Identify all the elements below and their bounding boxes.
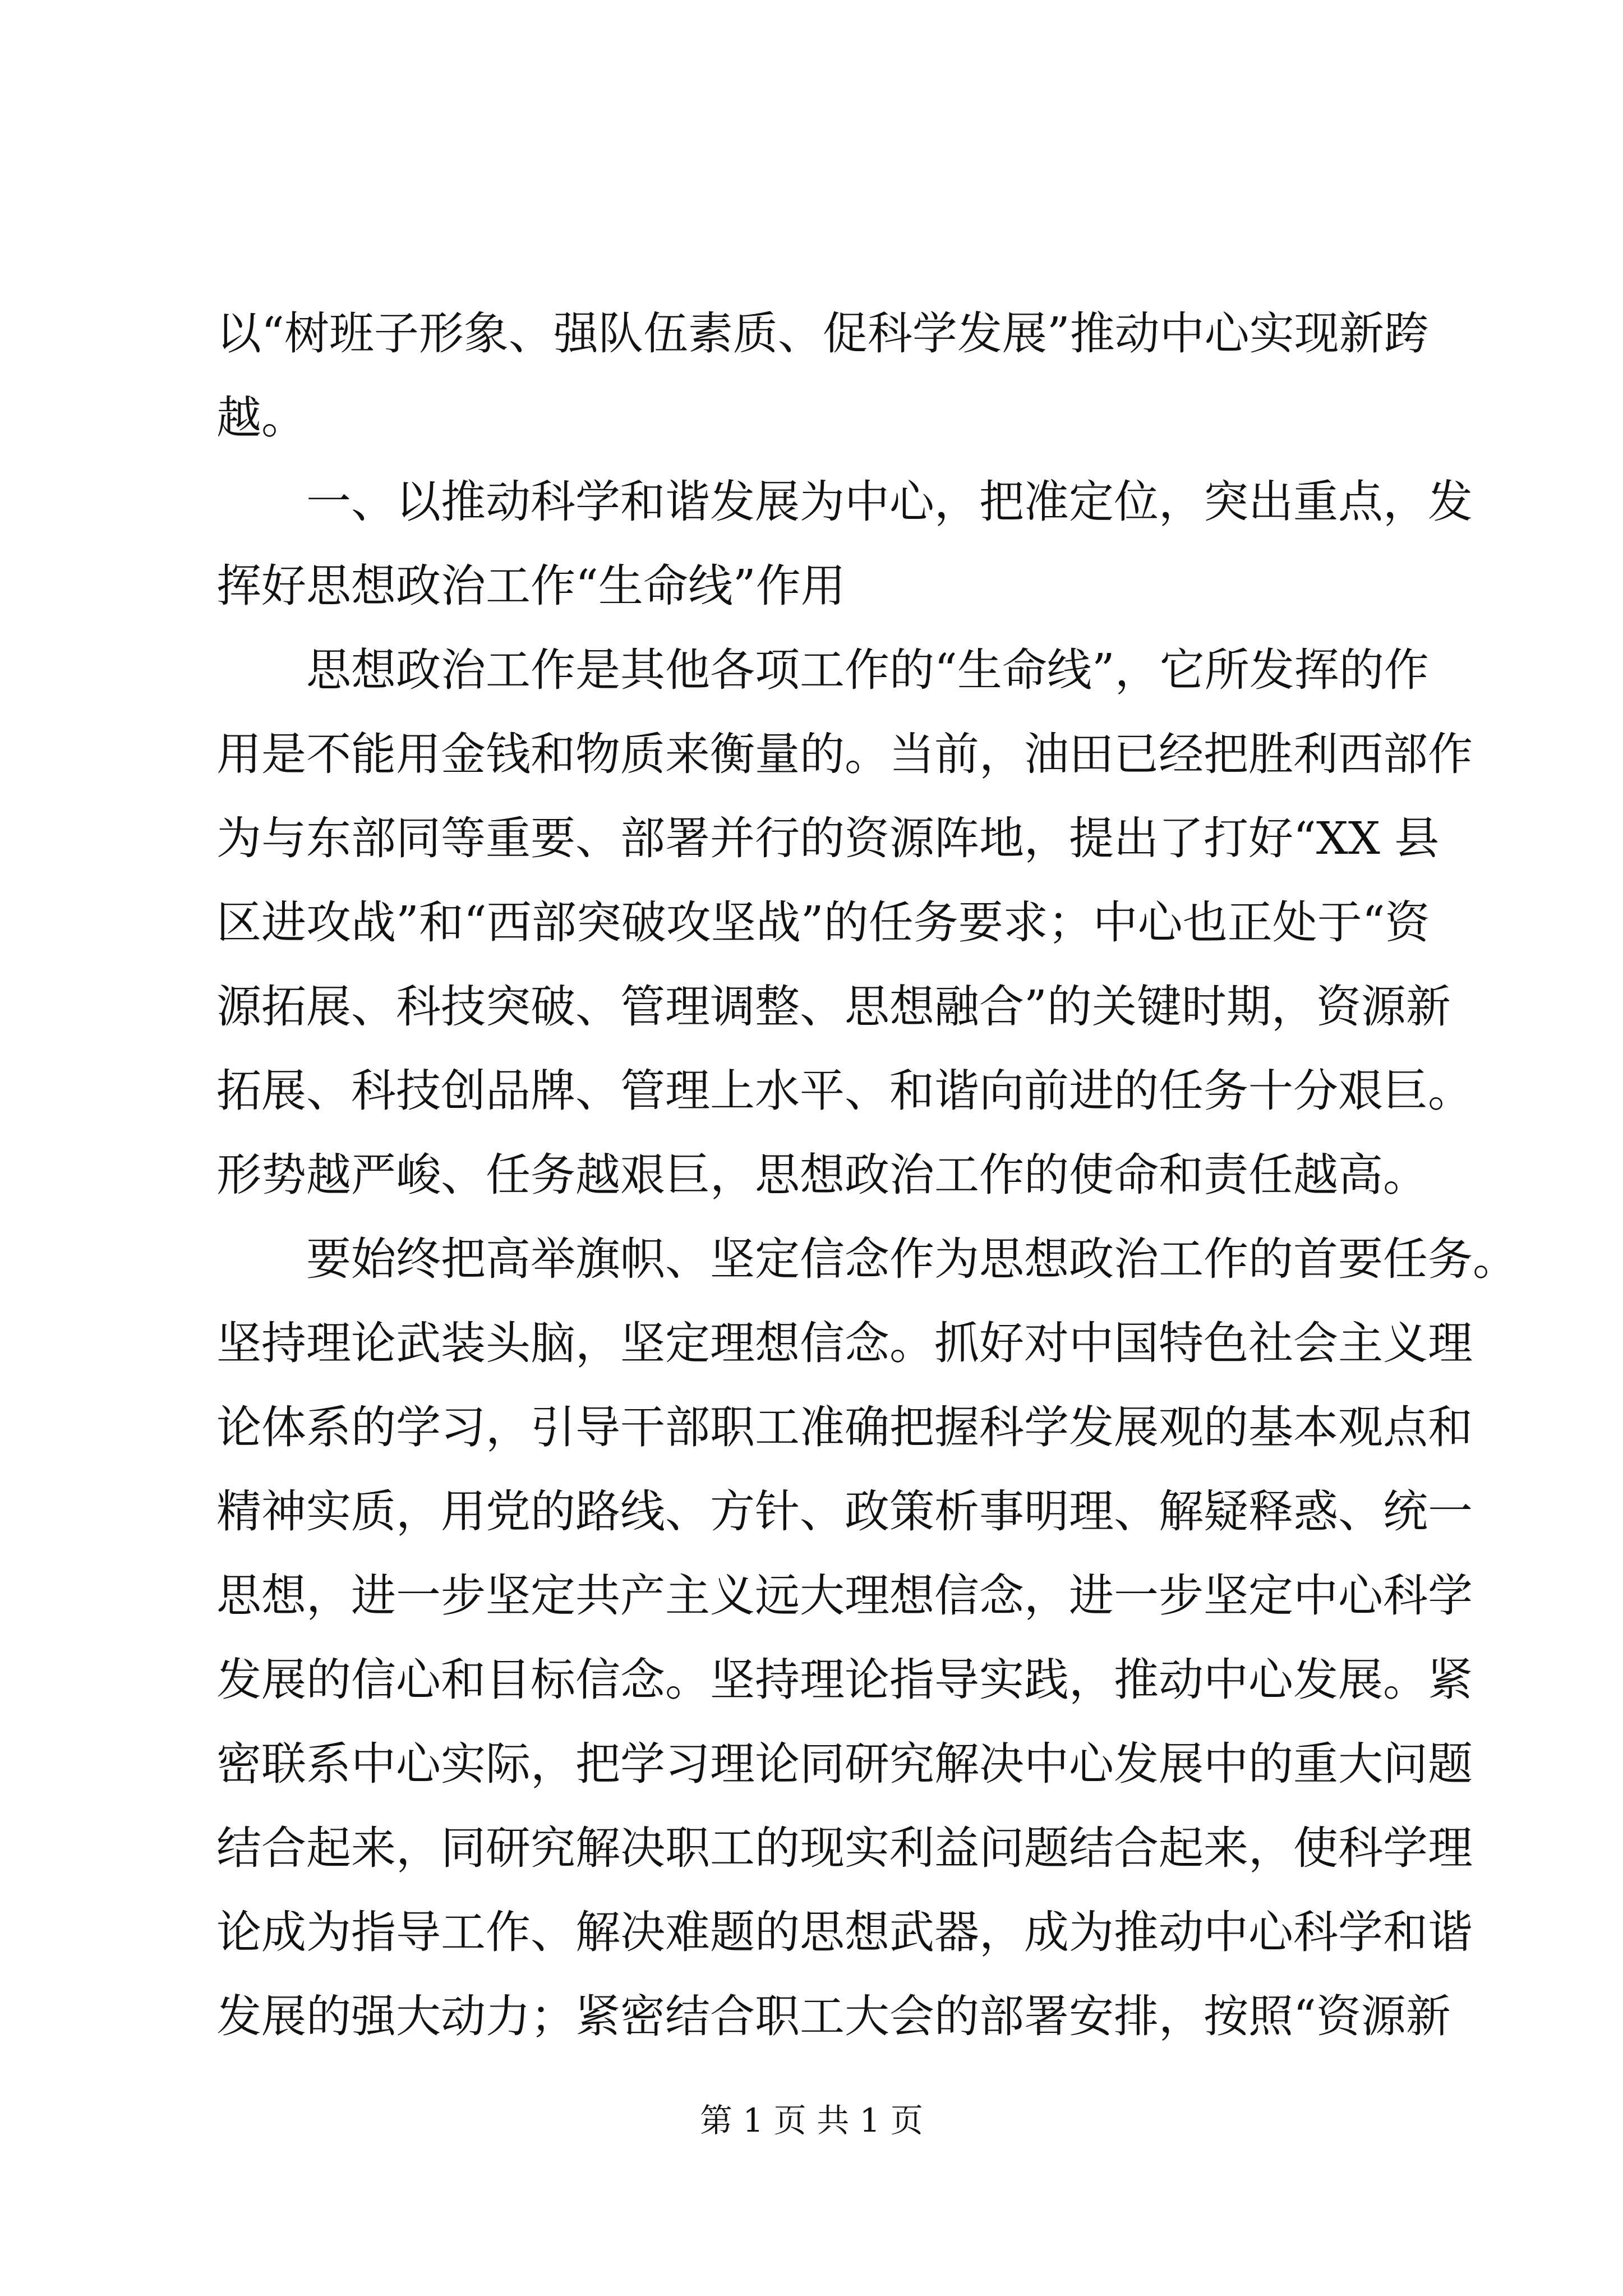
text-line: 越。 — [216, 392, 306, 444]
text-line: 坚持理论武装头脑，坚定理想信念。抓好对中国特色社会主义理 — [216, 1317, 1473, 1369]
text-line: 论体系的学习，引导干部职工准确把握科学发展观的基本观点和 — [216, 1401, 1473, 1453]
text-line: 思想政治工作是其他各项工作的“生命线”，它所发挥的作 — [216, 644, 1429, 696]
text-line: 密联系中心实际，把学习理论同研究解决中心发展中的重大问题 — [216, 1738, 1473, 1790]
text-line: 要始终把高举旗帜、坚定信念作为思想政治工作的首要任务。 — [216, 1233, 1518, 1285]
text-line: 形势越严峻、任务越艰巨，思想政治工作的使命和责任越高。 — [216, 1149, 1428, 1201]
section-heading-line: 一、以推动科学和谐发展为中心，把准定位，突出重点，发 — [216, 476, 1473, 528]
text-line: 发展的强大动力；紧密结合职工大会的部署安排，按照“资源新 — [216, 1990, 1451, 2042]
text-line: 区进攻战”和“西部突破攻坚战”的任务要求；中心也正处于“资 — [216, 896, 1430, 949]
text-line: 拓展、科技创品牌、管理上水平、和谐向前进的任务十分艰巨。 — [216, 1065, 1473, 1117]
page-number-footer: 第 1 页 共 1 页 — [700, 2101, 923, 2139]
document-body — [216, 292, 1518, 2059]
text-line: 论成为指导工作、解决难题的思想武器，成为推动中心科学和谐 — [216, 1906, 1473, 1958]
text-line: 发展的信心和目标信念。坚持理论指导实践，推动中心发展。紧 — [216, 1654, 1473, 1706]
text-line: 精神实质，用党的路线、方针、政策析事明理、解疑释惑、统一 — [216, 1485, 1473, 1538]
text-line: 用是不能用金钱和物质来衡量的。当前，油田已经把胜利西部作 — [216, 728, 1473, 780]
text-line: 结合起来，同研究解决职工的现实利益问题结合起来，使科学理 — [216, 1822, 1473, 1874]
section-heading-line: 挥好思想政治工作“生命线”作用 — [216, 560, 846, 612]
text-line: 为与东部同等重要、部署并行的资源阵地，提出了打好“XX 县 — [216, 812, 1440, 864]
text-line: 以“树班子形象、强队伍素质、促科学发展”推动中心实现新跨 — [216, 307, 1429, 360]
text-line: 思想，进一步坚定共产主义远大理想信念，进一步坚定中心科学 — [216, 1570, 1473, 1622]
text-line: 源拓展、科技突破、管理调整、思想融合”的关键时期，资源新 — [216, 981, 1451, 1033]
